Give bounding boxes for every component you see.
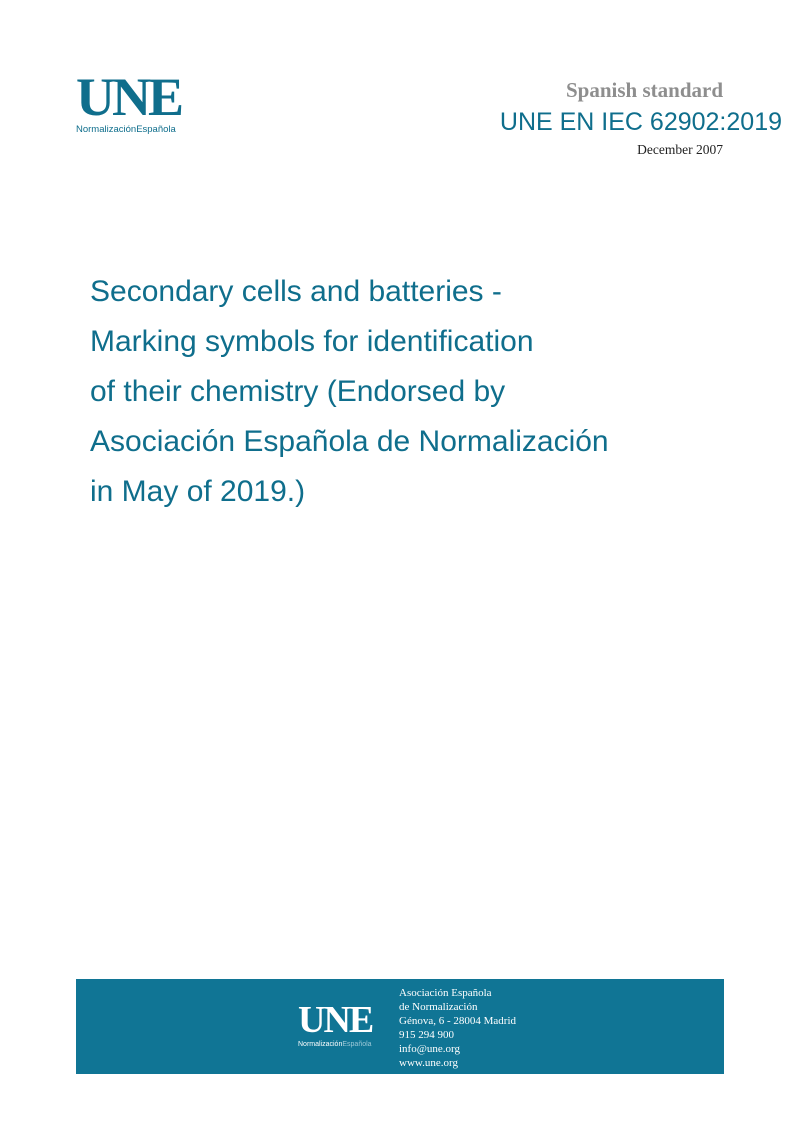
logo-sub-a: Normalización: [76, 124, 137, 135]
org-name-line-2: de Normalización: [399, 1001, 478, 1013]
contact-info: [399, 986, 516, 1070]
email-address[interactable]: info@une.org: [399, 1043, 460, 1055]
footer-logo: [298, 999, 388, 1049]
website-link[interactable]: www.une.org: [399, 1057, 458, 1069]
phone-number: 915 294 900: [399, 1029, 454, 1041]
logo-sub-b: Española: [136, 124, 176, 135]
title-line: of their chemistry (Endorsed by: [90, 375, 506, 408]
footer-logo-subtitle: [298, 1040, 388, 1049]
org-name-line-1: Asociación Española: [399, 987, 492, 999]
une-logo: [76, 67, 196, 136]
footer-logo-mark: UNE: [298, 999, 373, 1041]
publication-date: December 2007: [637, 142, 723, 157]
address: Génova, 6 - 28004 Madrid: [399, 1015, 517, 1027]
footer-logo-sub-a: Normalización: [298, 1041, 343, 1048]
footer-band: [76, 979, 724, 1074]
document-type: Spanish standard: [566, 78, 723, 102]
document-title: [90, 267, 730, 517]
title-line: Secondary cells and batteries -: [90, 275, 502, 308]
title-line: Asociación Española de Normalización: [90, 425, 609, 458]
title-line: in May of 2019.): [90, 475, 306, 508]
logo-mark: UNE: [76, 67, 182, 127]
title-line: Marking symbols for identification: [90, 325, 534, 358]
footer-logo-sub-b: Española: [342, 1041, 372, 1048]
standard-code: UNE EN IEC 62902:2019: [499, 108, 782, 136]
